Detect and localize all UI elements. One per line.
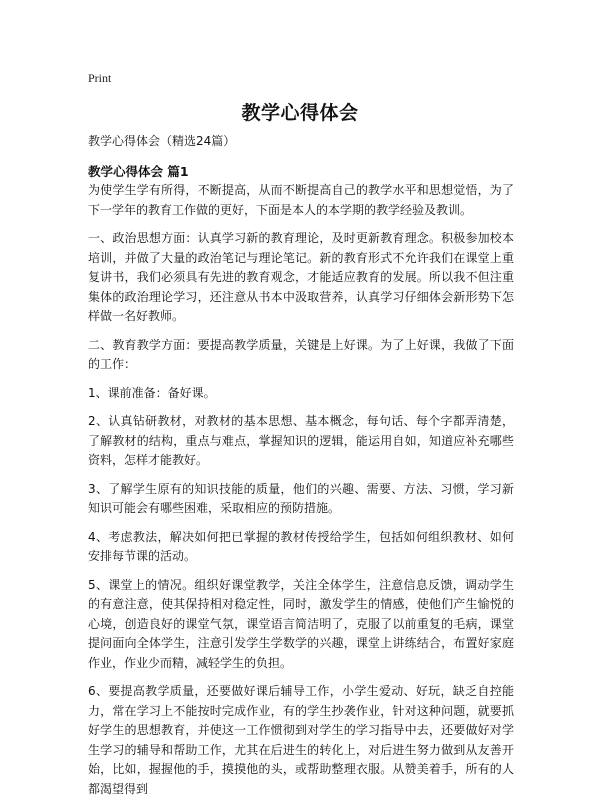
document-subtitle: 教学心得体会（精选24篇） — [88, 134, 236, 148]
paragraph: 6、要提高教学质量，还要做好课后辅导工作，小学生爱动、好玩，缺乏自控能力，常在学习上不能按时完成作业，有的学生抄袭作业，针对这种问题，就要抓好学生的思想教育，并使这一工作惯彻到对学生的学习指导中去，还要做好对学生学习的辅导和帮助工作，尤其在后进生的转化上，对后进生努力做到从友善开始，比如，握握他的手，摸摸他的头，或帮助整理衣服。从赞美着手，所有的人都渴望得到 — [88, 684, 514, 796]
section-heading: 教学心得体会 篇1 — [88, 164, 189, 179]
paragraph: 5、课堂上的情况。组织好课堂教学，关注全体学生，注意信息反馈，调动学生的有意注意，使其保持相对稳定性，同时，激发学生的情感，使他们产生愉悦的心境，创造良好的课堂气氛，课堂语言简洁明了，克服了以前重复的毛病，课堂提问面向全体学生，注意引发学生学数学的兴趣，课堂上讲练结合，布置好家庭作业，作业少而精，减轻学生的负担。 — [88, 577, 514, 670]
paragraph: 1、课前准备：备好课。 — [88, 385, 216, 400]
article-body — [88, 181, 514, 808]
paragraph: 4、考虑教法，解决如何把已掌握的教材传授给学生，包括如何组织教材、如何安排每节课的活动。 — [88, 529, 514, 563]
paragraph: 2、认真钻研教材，对教材的基本思想、基本概念，每句话、每个字都弄清楚，了解教材的结构，重点与难点，掌握知识的逻辑，能运用自如，知道应补充哪些资料，怎样才能教好。 — [88, 414, 514, 467]
print-link[interactable]: Print — [88, 71, 112, 85]
paragraph: 为使学生学有所得，不断提高，从而不断提高自己的教学水平和思想觉悟，为了下一学年的教育工作做的更好，下面是本人的本学期的教学经验及教训。 — [88, 183, 514, 217]
paragraph: 二、教育教学方面：要提高教学质量，关键是上好课。为了上好课，我做了下面的工作： — [88, 337, 514, 371]
paragraph: 一、政治思想方面：认真学习新的教育理论，及时更新教育理念。积极参加校本培训，并做了大量的政治笔记与理论笔记。新的教育形式不允许我们在课堂上重复讲书，我们必须具有先进的教育观念，才能适应教育的发展。所以我不但注重集体的政治理论学习，还注意从书本中汲取营养，认真学习仔细体会新形势下怎样做一名好教师。 — [88, 231, 514, 323]
page-title: 教学心得体会 — [241, 102, 359, 124]
paragraph: 3、了解学生原有的知识技能的质量，他们的兴趣、需要、方法、习惯，学习新知识可能会有哪些困难，采取相应的预防措施。 — [88, 481, 514, 515]
